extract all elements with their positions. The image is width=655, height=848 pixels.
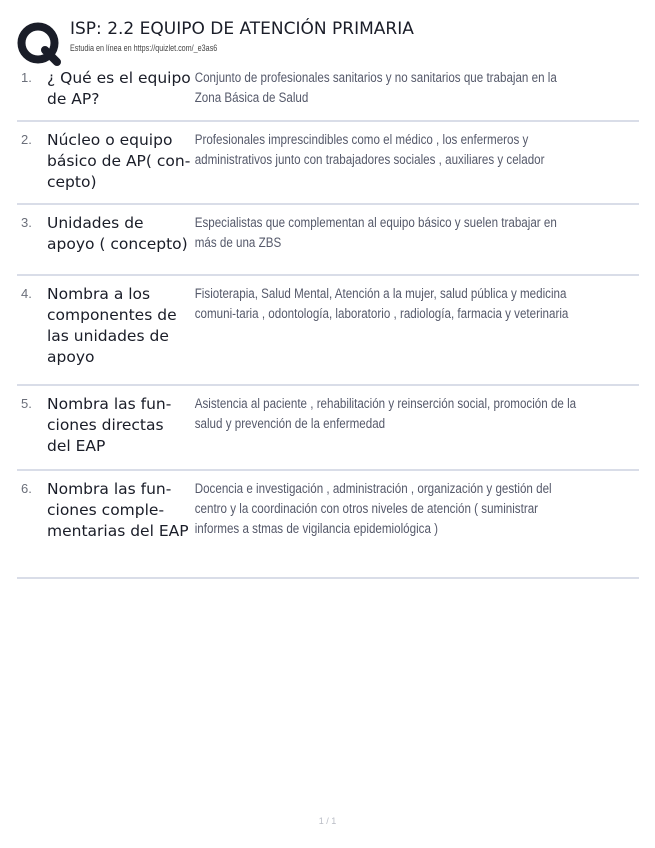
page-number: 1 / 1 [318,816,337,826]
card-number: 6. [21,481,32,496]
card-definition: Conjunto de profesionales sanitarios y no sanitarios que trabajan en la Zona Básica de Salud [194,70,557,105]
page-header [17,17,637,59]
card-number: 5. [21,396,32,411]
card-number: 4. [21,286,32,301]
flashcard-row [17,384,639,469]
flashcard-row [17,120,639,203]
flashcard-list [17,60,639,579]
card-number: 1. [21,70,32,85]
card-number: 3. [21,215,32,230]
card-definition: Docencia e investigación , administración , organización y gestión del centro y la coordinación con otros niveles de atención ( suministrar informes a stmas de vigilancia epidemiológica ) [194,481,552,536]
page-title: ISP: 2.2 EQUIPO DE ATENCIÓN PRIMARIA [70,19,414,39]
card-definition: Profesionales imprescindibles como el médico , los enfermeros y administrativos junto con trabajadores sociales , auxiliares y celador [194,132,545,167]
card-definition: Asistencia al paciente , rehabilitación y reinserción social, promoción de la salud y prevención de la enfermedad [194,396,577,431]
card-term: Nombra las fun-ciones directas del EAP [47,395,172,455]
card-term: ¿ Qué es el equipo de AP? [47,69,191,108]
card-term: Unidades de apoyo ( concepto) [47,214,188,253]
flashcard-row [17,60,639,120]
card-term: Núcleo o equipo básico de AP( con-cepto) [47,131,191,191]
flashcard-row [17,203,639,274]
card-definition: Fisioterapia, Salud Mental, Atención a la mujer, salud pública y medicina comuni-taria , odontología, laboratorio , radiología, farmacia y veterinaria [194,286,569,321]
card-definition: Especialistas que complementan al equipo básico y suelen trabajar en más de una ZBS [194,215,557,250]
card-term: Nombra las fun-ciones comple-mentarias del EAP [47,480,189,540]
flashcard-row [17,469,639,579]
card-term: Nombra a los componentes de las unidades de apoyo [47,285,177,366]
flashcard-row [17,274,639,384]
card-number: 2. [21,132,32,147]
study-link-text: Estudia en línea en https://quizlet.com/_e3as6 [70,43,218,53]
